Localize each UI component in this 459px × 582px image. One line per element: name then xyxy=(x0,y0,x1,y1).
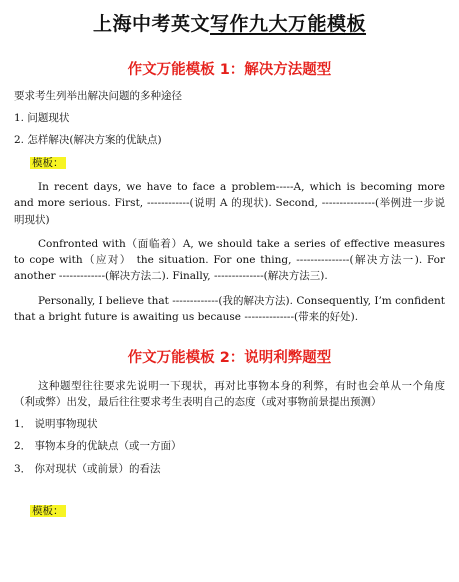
section-1-paragraph-1: In recent days, we have to face a problem-----A, which is becoming more and more serious. First, ------------(说明 A 的现状). Second, ---------------(举例进一步说明现状) xyxy=(14,180,445,226)
section-2-template-label: 模板： xyxy=(32,504,64,517)
section-2-item-3: 3． 你对现状（或前景）的看法 xyxy=(14,462,161,475)
document-title xyxy=(14,10,445,39)
section-1-paragraph-2: Confronted with（面临着）A, we should take a series of effective measures to cope with（应对） the situation. For one thing, ---------------(解决方法一). For another -------------(解决方法二). Finally, --------------(解决方法三). xyxy=(14,237,445,283)
section-1-template-label-line xyxy=(14,155,445,171)
section-1-item-1: 1. 问题现状 xyxy=(14,112,70,125)
section-2-intro: 这种题型往往要求先说明一下现状，再对比事物本身的利弊，有时也会单从一个角度（利或弊）出发，最后往往要求考生表明自己的态度（或对事物前景提出预测） xyxy=(14,379,445,408)
section-2-heading: 作文万能模板 2：说明利弊题型 xyxy=(127,350,332,367)
section-2-template-label-line xyxy=(14,503,445,519)
section-2-item-2: 2． 事物本身的优缺点（或一方面） xyxy=(14,440,182,453)
section-1-paragraph-3: Personally, I believe that -------------(我的解决方法). Consequently, I’m confident that a bright future is awaiting us because --------------(带来的好处). xyxy=(14,294,445,323)
title-part-1: 上海中考英文 xyxy=(92,13,210,35)
section-1-item-2: 2. 怎样解决(解决方案的优缺点) xyxy=(14,134,162,147)
section-1-template-label: 模板： xyxy=(32,156,64,169)
section-1-heading: 作文万能模板 1：解决方法题型 xyxy=(127,62,332,79)
section-2-item-1: 1． 说明事物现状 xyxy=(14,418,98,431)
title-part-2-underlined: 写作九大万能模板 xyxy=(210,13,367,35)
section-1-intro: 要求考生列举出解决问题的多种途径 xyxy=(14,89,182,102)
